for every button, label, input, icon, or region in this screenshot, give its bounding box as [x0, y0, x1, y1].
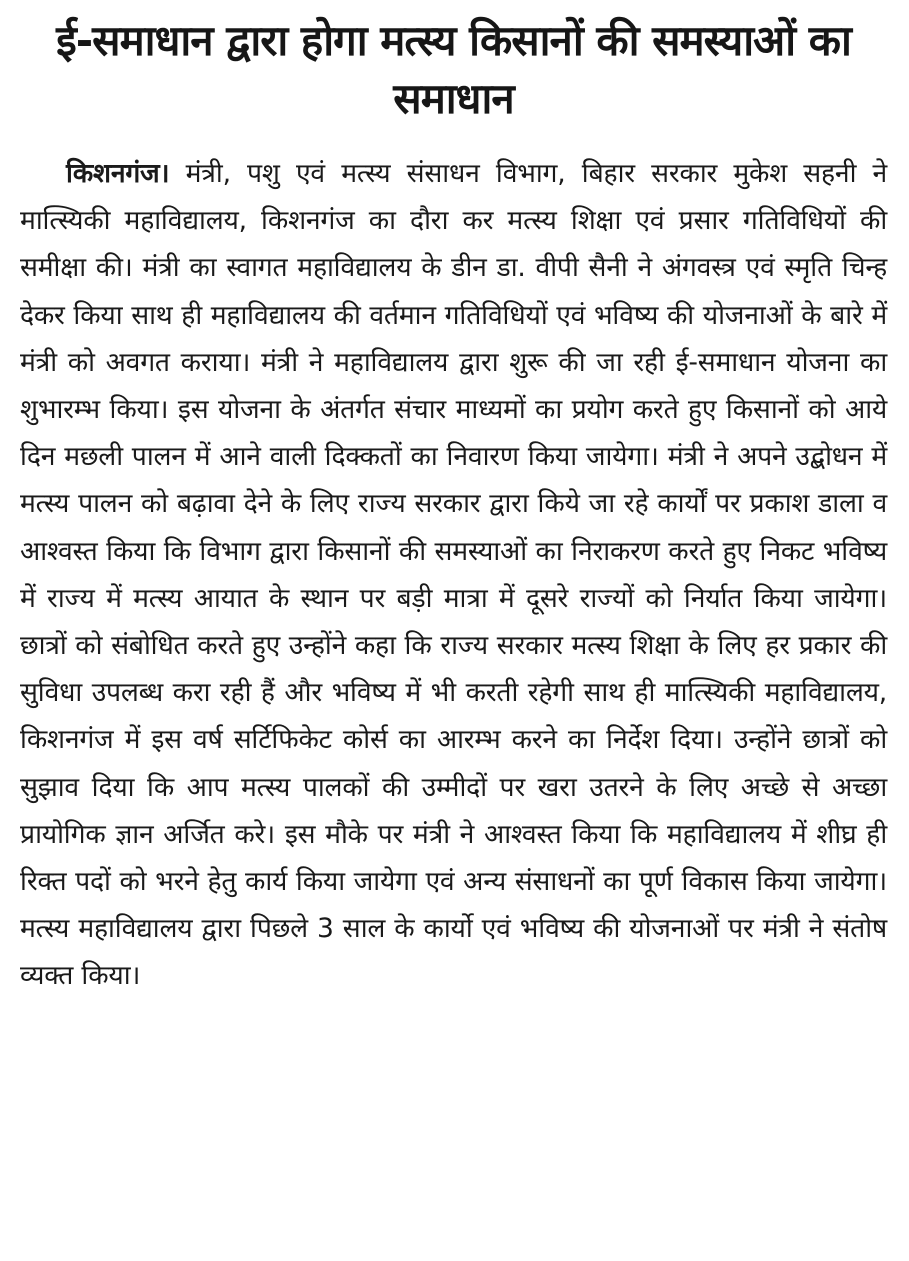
article-body-text: मंत्री, पशु एवं मत्स्य संसाधन विभाग, बिहार सरकार मुकेश सहनी ने मात्स्यिकी महाविद्यालय, किशनगंज का दौरा कर मत्स्य शिक्षा एवं प्रसार गतिविधियों की समीक्षा की। मंत्री का स्वागत महाविद्यालय के डीन डा. वीपी सैनी ने अंगवस्त्र एवं स्मृति चिन्ह देकर किया साथ ही महाविद्यालय की वर्तमान गतिविधियों एवं भविष्य की योजनाओं के बारे में मंत्री को अवगत कराया। मंत्री ने महाविद्यालय द्वारा शुरू की जा रही ई-समाधान योजना का शुभारम्भ किया। इस योजना के अंतर्गत संचार माध्यमों का प्रयोग करते हुए किसानों को आये दिन मछली पालन में आने वाली दिक्कतों का निवारण किया जायेगा। मंत्री ने अपने उद्बोधन में मत्स्य पालन को बढ़ावा देने के लिए राज्य सरकार द्वारा किये जा रहे कार्यों पर प्रकाश डाला व आश्वस्त किया कि विभाग द्वारा किसानों की समस्याओं का निराकरण करते हुए निकट भविष्य में राज्य में मत्स्य आयात के स्थान पर बड़ी मात्रा में दूसरे राज्यों को निर्यात किया जायेगा। छात्रों को संबोधित करते हुए उन्होंने कहा कि राज्य सरकार मत्स्य शिक्षा के लिए हर प्रकार की सुविधा उपलब्ध करा रही हैं और भविष्य में भी करती रहेगी साथ ही मात्स्यिकी महाविद्यालय, किशनगंज में इस वर्ष सर्टिफिकेट कोर्स का आरम्भ करने का निर्देश दिया। उन्होंने छात्रों को सुझाव दिया कि आप मत्स्य पालकों की उम्मीदों पर खरा उतरने के लिए अच्छे से अच्छा प्रायोगिक ज्ञान अर्जित करे। इस मौके पर मंत्री ने आश्वस्त किया कि महाविद्यालय में शीघ्र ही रिक्त पदों को भरने हेतु कार्य किया जायेगा एवं अन्य संसाधनों का पूर्ण विकास किया जायेगा। मत्स्य महाविद्यालय द्वारा पिछले 3 साल के कार्यो एवं भविष्य की योजनाओं पर मंत्री ने संतोष व्यक्त किया।	[20, 158, 887, 992]
article-headline: ई-समाधान द्वारा होगा मत्स्य किसानों की समस्याओं का समाधान	[56, 16, 851, 123]
article-dateline: किशनगंज।	[66, 158, 170, 189]
article-body	[20, 150, 887, 1000]
